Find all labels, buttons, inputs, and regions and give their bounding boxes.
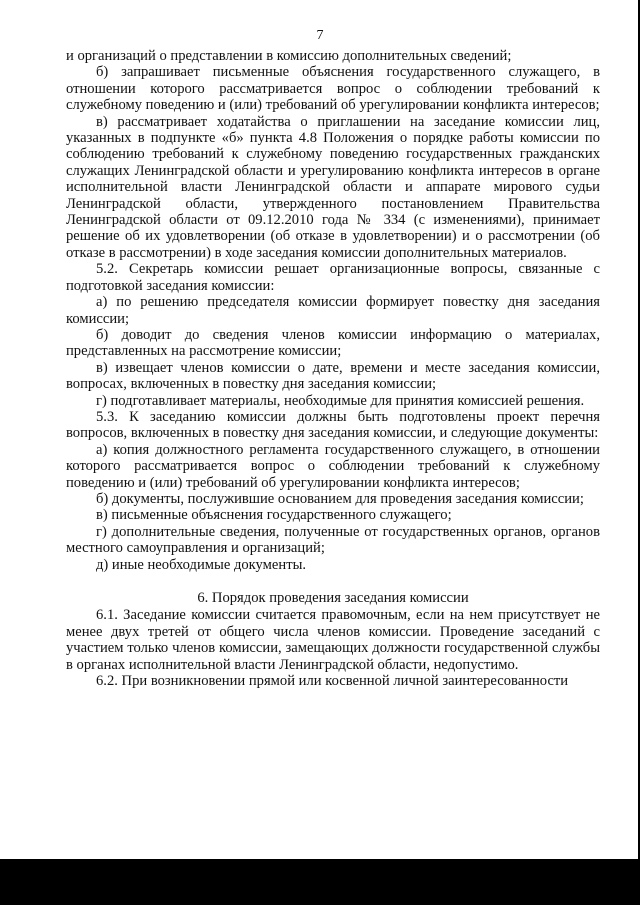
paragraph: 6.2. При возникновении прямой или косвенной личной заинтересованности bbox=[96, 673, 569, 690]
paragraph: а) по решению председателя комиссии формирует повестку дня заседания комиссии; bbox=[66, 294, 600, 327]
paragraph: в) рассматривает ходатайства о приглашении на заседание комиссии лиц, указанных в подпункте «б» пункта 4.8 Положения о порядке работы комиссии по соблюдению требований к служебному поведению государственных гражданских служащих Ленинградской области и урегулированию конфликта интересов в органе исполнительной власти Ленинградской области и аппарате мирового судьи Ленинградской области, утвержденного постановлением Правительства Ленинградской области от 09.12.2010 года № 334 (с изменениями), принимает решение об их удовлетворении (об отказе в удовлетворении) и о рассмотрении (об отказе в рассмотрении) в ходе заседания комиссии дополнительных материалов. bbox=[66, 113, 600, 261]
paragraph: и организаций о представлении в комиссию дополнительных сведений; bbox=[66, 48, 512, 64]
paragraph: в) извещает членов комиссии о дате, времени и месте заседания комиссии, вопросах, включенных в повестку дня заседания комиссии; bbox=[66, 359, 600, 393]
paragraph: г) дополнительные сведения, полученные от государственных органов, органов местного самоуправления и организаций; bbox=[66, 523, 600, 557]
paragraph: 5.2. Секретарь комиссии решает организационные вопросы, связанные с подготовкой заседания комиссии: bbox=[66, 261, 600, 294]
paragraph: в) письменные объяснения государственного служащего; bbox=[96, 507, 452, 524]
paragraph: г) подготавливает материалы, необходимые для принятия комиссией решения. bbox=[96, 392, 585, 409]
paragraph: 6.1. Заседание комиссии считается правомочным, если на нем присутствует не менее двух третей от общего числа членов комиссии. Проведение заседаний с участием только членов комиссии, замещающих должности государственной службы в органах исполнительной власти Ленинградской области, недопустимо. bbox=[66, 607, 600, 673]
paragraph: 5.3. К заседанию комиссии должны быть подготовлены проект перечня вопросов, включенных в повестку дня заседания комиссии, и следующие документы: bbox=[66, 408, 600, 442]
paragraph: б) доводит до сведения членов комиссии информацию о материалах, представленных на рассмотрение комиссии; bbox=[66, 326, 600, 360]
section-heading: 6. Порядок проведения заседания комиссии bbox=[197, 590, 469, 606]
document-body bbox=[66, 48, 600, 689]
paragraph: д) иные необходимые документы. bbox=[96, 556, 307, 573]
scan-border bbox=[0, 859, 640, 905]
paragraph: а) копия должностного регламента государственного служащего, в отношении которого рассматривается вопрос о соблюдении требований к служебному поведению и (или) требований об урегулировании конфликта интересов; bbox=[66, 441, 600, 491]
paragraph: б) документы, послужившие основанием для проведения заседания комиссии; bbox=[96, 490, 584, 507]
page-number: 7 bbox=[316, 28, 324, 43]
paragraph: б) запрашивает письменные объяснения государственного служащего, в отношении которого рассматривается вопрос о соблюдении требований к служебному поведению и (или) требований об урегулировании конфликта интересов; bbox=[66, 64, 600, 114]
